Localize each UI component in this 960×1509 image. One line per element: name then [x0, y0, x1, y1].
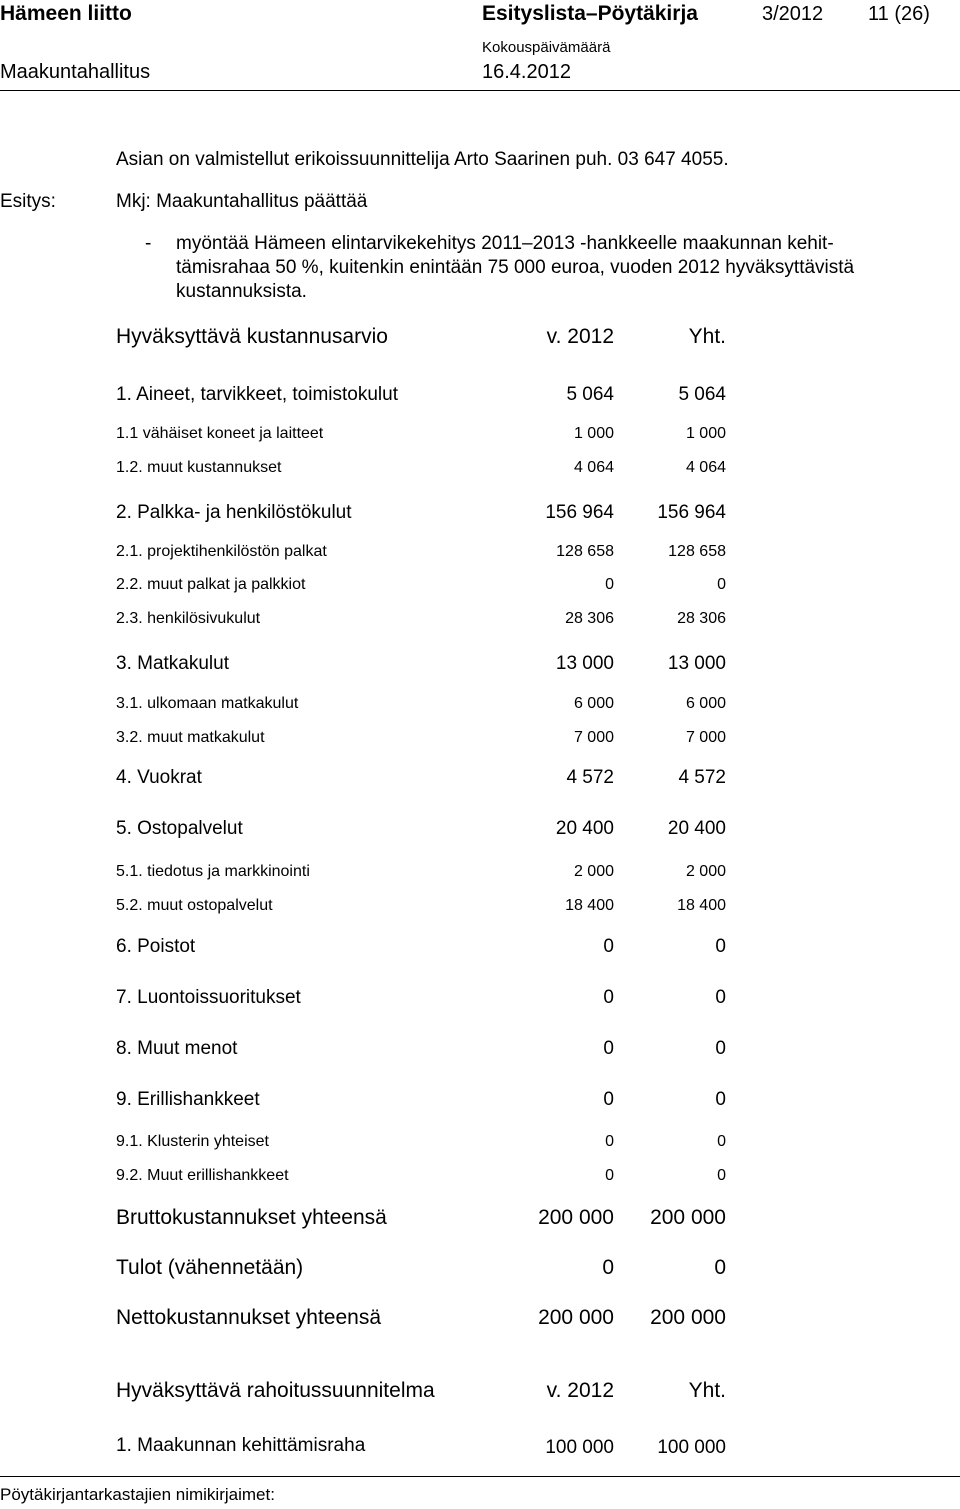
budget-row-total: 0 — [715, 1038, 726, 1059]
budget-row-year: 0 — [605, 576, 614, 593]
budget-row-year: 7 000 — [573, 729, 614, 746]
funding-row-total: 100 000 — [657, 1437, 726, 1458]
budget-row-total: 0 — [715, 936, 726, 957]
budget-row-label: 3. Matkakulut — [116, 653, 229, 674]
budget-row-label: 1. Aineet, tarvikkeet, toimistokulut — [116, 384, 398, 405]
proposal-dash: - — [145, 233, 152, 254]
budget-row-year: 0 — [603, 987, 614, 1008]
budget-col-year: v. 2012 — [546, 325, 614, 348]
org-name: Hämeen liitto — [0, 2, 132, 25]
budget-row-label: 7. Luontoissuoritukset — [116, 987, 301, 1008]
budget-row-label: 3.2. muut matkakulut — [116, 729, 265, 746]
budget-row-year: 5 064 — [566, 384, 614, 405]
funding-col-total: Yht. — [688, 1379, 726, 1402]
budget-row-total: 4 064 — [685, 459, 726, 476]
header-divider — [0, 90, 960, 91]
proposal-line-2: tämisrahaa 50 %, kuitenkin enintään 75 000 euroa, vuoden 2012 hyväksyttävistä — [176, 257, 855, 278]
meeting-date-label: Kokouspäivämäärä — [482, 39, 611, 56]
budget-row-total: 0 — [715, 987, 726, 1008]
funding-title: Hyväksyttävä rahoitussuunnitelma — [116, 1379, 435, 1402]
budget-row-year: 4 064 — [573, 459, 614, 476]
budget-row-label: 2.3. henkilösivukulut — [116, 610, 261, 627]
budget-row-total: 7 000 — [685, 729, 726, 746]
net-costs-total: 200 000 — [650, 1306, 726, 1329]
budget-row-label: 5. Ostopalvelut — [116, 818, 243, 839]
budget-row-label: 6. Poistot — [116, 936, 196, 957]
budget-row-total: 0 — [717, 1133, 726, 1150]
budget-row-year: 28 306 — [565, 610, 614, 627]
funding-row-label: 1. Maakunnan kehittämisraha — [116, 1435, 366, 1456]
budget-row-total: 2 000 — [685, 863, 726, 880]
budget-row-total: 0 — [717, 576, 726, 593]
budget-row-total: 1 000 — [685, 425, 726, 442]
budget-row-total: 128 658 — [668, 543, 726, 560]
budget-row-year: 20 400 — [555, 818, 614, 839]
document-type: Esityslista–Pöytäkirja — [482, 2, 698, 25]
net-costs-year: 200 000 — [538, 1306, 614, 1329]
budget-row-total: 6 000 — [685, 695, 726, 712]
budget-row-label: 8. Muut menot — [116, 1038, 238, 1059]
income-label: Tulot (vähennetään) — [116, 1256, 304, 1279]
budget-row-year: 2 000 — [573, 863, 614, 880]
page-number: 11 (26) — [868, 3, 930, 25]
budget-row-total: 0 — [715, 1089, 726, 1110]
budget-row-label: 9.2. Muut erillishankkeet — [116, 1167, 289, 1184]
budget-row-total: 20 400 — [667, 818, 726, 839]
funding-row-year: 100 000 — [545, 1437, 614, 1458]
budget-row-year: 18 400 — [565, 897, 614, 914]
gross-costs-total: 200 000 — [650, 1206, 726, 1229]
proposal-line-3: kustannuksista. — [176, 281, 307, 302]
footer-divider — [0, 1476, 960, 1477]
budget-row-year: 0 — [605, 1167, 614, 1184]
budget-row-year: 13 000 — [555, 653, 614, 674]
budget-row-year: 1 000 — [573, 425, 614, 442]
budget-row-label: 3.1. ulkomaan matkakulut — [116, 695, 299, 712]
budget-row-year: 128 658 — [556, 543, 614, 560]
proposal-heading: Mkj: Maakuntahallitus päättää — [116, 191, 368, 212]
budget-row-label: 9.1. Klusterin yhteiset — [116, 1133, 269, 1150]
signature-label: Pöytäkirjantarkastajien nimikirjaimet: — [0, 1485, 275, 1504]
budget-row-year: 0 — [603, 1038, 614, 1059]
budget-row-total: 18 400 — [677, 897, 726, 914]
budget-row-total: 13 000 — [667, 653, 726, 674]
budget-row-label: 2.2. muut palkat ja palkkiot — [116, 576, 306, 593]
income-total: 0 — [714, 1256, 726, 1279]
budget-row-total: 5 064 — [678, 384, 726, 405]
proposal-line-1: myöntää Hämeen elintarvikekehitys 2011–2013 -hankkeelle maakunnan kehit- — [176, 233, 834, 254]
budget-row-year: 156 964 — [545, 502, 614, 523]
net-costs-label: Nettokustannukset yhteensä — [116, 1306, 382, 1329]
budget-row-label: 2.1. projektihenkilöstön palkat — [116, 543, 327, 560]
budget-row-label: 5.1. tiedotus ja markkinointi — [116, 863, 310, 880]
budget-row-label: 1.2. muut kustannukset — [116, 459, 282, 476]
gross-costs-year: 200 000 — [538, 1206, 614, 1229]
budget-col-total: Yht. — [688, 325, 726, 348]
document-number: 3/2012 — [762, 3, 824, 25]
budget-row-year: 0 — [605, 1133, 614, 1150]
budget-row-label: 9. Erillishankkeet — [116, 1089, 260, 1110]
gross-costs-label: Bruttokustannukset yhteensä — [116, 1206, 387, 1229]
governing-body: Maakuntahallitus — [0, 61, 151, 83]
budget-row-label: 5.2. muut ostopalvelut — [116, 897, 273, 914]
budget-row-year: 6 000 — [573, 695, 614, 712]
budget-title: Hyväksyttävä kustannusarvio — [116, 325, 388, 348]
income-year: 0 — [602, 1256, 614, 1279]
preparer-note: Asian on valmistellut erikoissuunnittelija Arto Saarinen puh. 03 647 4055. — [116, 149, 729, 170]
budget-row-total: 4 572 — [678, 767, 726, 788]
budget-row-label: 4. Vuokrat — [116, 767, 202, 788]
meeting-date: 16.4.2012 — [482, 61, 571, 83]
budget-row-label: 1.1 vähäiset koneet ja laitteet — [116, 425, 324, 442]
proposal-label: Esitys: — [0, 191, 56, 212]
budget-row-total: 28 306 — [677, 610, 726, 627]
budget-row-total: 156 964 — [657, 502, 726, 523]
budget-row-label: 2. Palkka- ja henkilöstökulut — [116, 502, 352, 523]
budget-row-total: 0 — [717, 1167, 726, 1184]
funding-col-year: v. 2012 — [546, 1379, 614, 1402]
budget-row-year: 0 — [603, 1089, 614, 1110]
budget-row-year: 4 572 — [566, 767, 614, 788]
budget-row-year: 0 — [603, 936, 614, 957]
